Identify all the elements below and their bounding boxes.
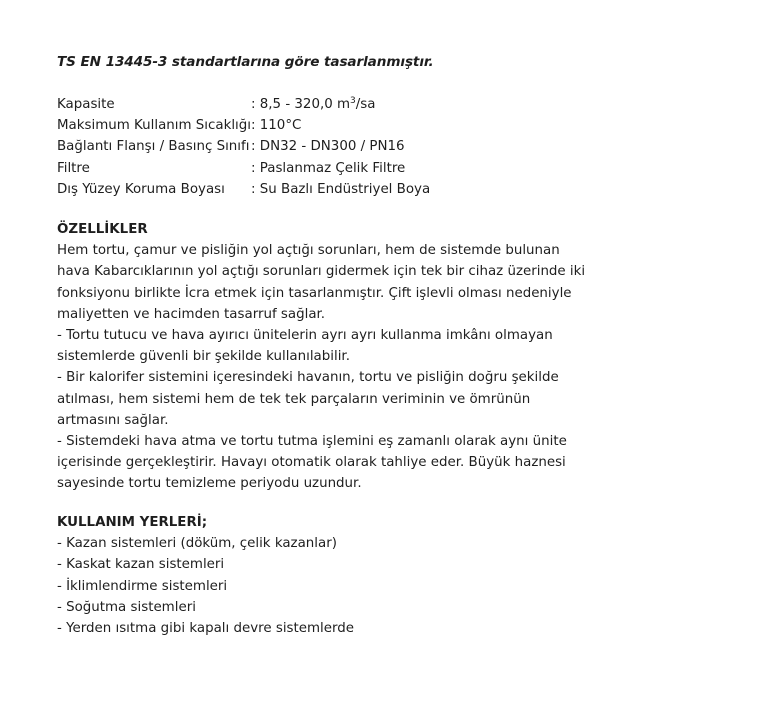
features-title: ÖZELLİKLER <box>57 222 148 237</box>
spec-row-filter <box>57 158 430 179</box>
features-section <box>57 219 747 495</box>
spec-label: Maksimum Kullanım Sıcaklığı <box>57 118 252 134</box>
usage-section <box>57 512 747 639</box>
features-line: sayesinde tortu temizleme periyodu uzundur. <box>57 476 362 492</box>
features-line: sistemlerde güvenli bir şekilde kullanılabilir. <box>57 349 350 365</box>
spec-value: : 110°C <box>251 118 302 134</box>
features-line: - Tortu tutucu ve hava ayırıcı ünitelerin ayrı ayrı kullanma imkânı olmayan <box>57 328 553 343</box>
spec-value: : Su Bazlı Endüstriyel Boya <box>251 181 431 197</box>
features-line: maliyetten ve hacimden tasarruf sağlar. <box>57 306 326 322</box>
spec-value: : DN32 - DN300 / PN16 <box>251 139 405 155</box>
features-line: fonksiyonu birlikte İcra etmek için tasarlanmıştır. Çift işlevli olması nedeniyle <box>57 285 572 301</box>
spec-value: : Paslanmaz Çelik Filtre <box>251 160 406 176</box>
usage-item: - Yerden ısıtma gibi kapalı devre sistemlerde <box>57 621 355 636</box>
features-line: artmasını sağlar. <box>57 412 169 428</box>
spec-value <box>251 94 375 115</box>
usage-title: KULLANIM YERLERİ; <box>57 515 208 530</box>
spec-label: Bağlantı Flanşı / Basınç Sınıfı <box>57 139 250 155</box>
usage-item: - İklimlendirme sistemleri <box>57 578 228 594</box>
features-line: atılması, hem sistemi hem de tek tek parçaların veriminin ve ömrünün <box>57 391 531 407</box>
spec-label: Dış Yüzey Koruma Boyası <box>57 181 225 197</box>
usage-item: - Kaskat kazan sistemleri <box>57 557 225 573</box>
spec-table <box>57 94 430 200</box>
usage-item: - Soğutma sistemleri <box>57 599 196 615</box>
features-line: içerisinde gerçekleştirir. Havayı otomatik olarak tahliye eder. Büyük haznesi <box>57 455 566 471</box>
features-line: - Bir kalorifer sistemini içeresindeki havanın, tortu ve pisliğin doğru şekilde <box>57 370 559 386</box>
spec-row-capacity <box>57 94 430 115</box>
spec-row-flange-pressure <box>57 136 430 157</box>
spec-value-superscript: 3 <box>350 96 356 106</box>
spec-label: Kapasite <box>57 97 115 112</box>
spec-value-text: : 8,5 - 320,0 m <box>251 97 351 112</box>
spec-value-suffix: /sa <box>355 97 376 112</box>
features-line: Hem tortu, çamur ve pisliğin yol açtığı sorunları, hem de sistemde bulunan <box>57 243 560 259</box>
usage-item: - Kazan sistemleri (döküm, çelik kazanlar) <box>57 536 337 552</box>
standard-heading: TS EN 13445-3 standartlarına göre tasarlanmıştır. <box>57 54 434 70</box>
spec-label: Filtre <box>57 160 90 176</box>
spec-row-coating <box>57 179 430 200</box>
features-line: hava Kabarcıklarının yol açtığı sorunları gidermek için tek bir cihaz üzerinde iki <box>57 264 586 280</box>
features-line: - Sistemdeki hava atma ve tortu tutma işlemini eş zamanlı olarak aynı ünite <box>57 434 567 450</box>
spec-row-max-temperature <box>57 115 430 136</box>
